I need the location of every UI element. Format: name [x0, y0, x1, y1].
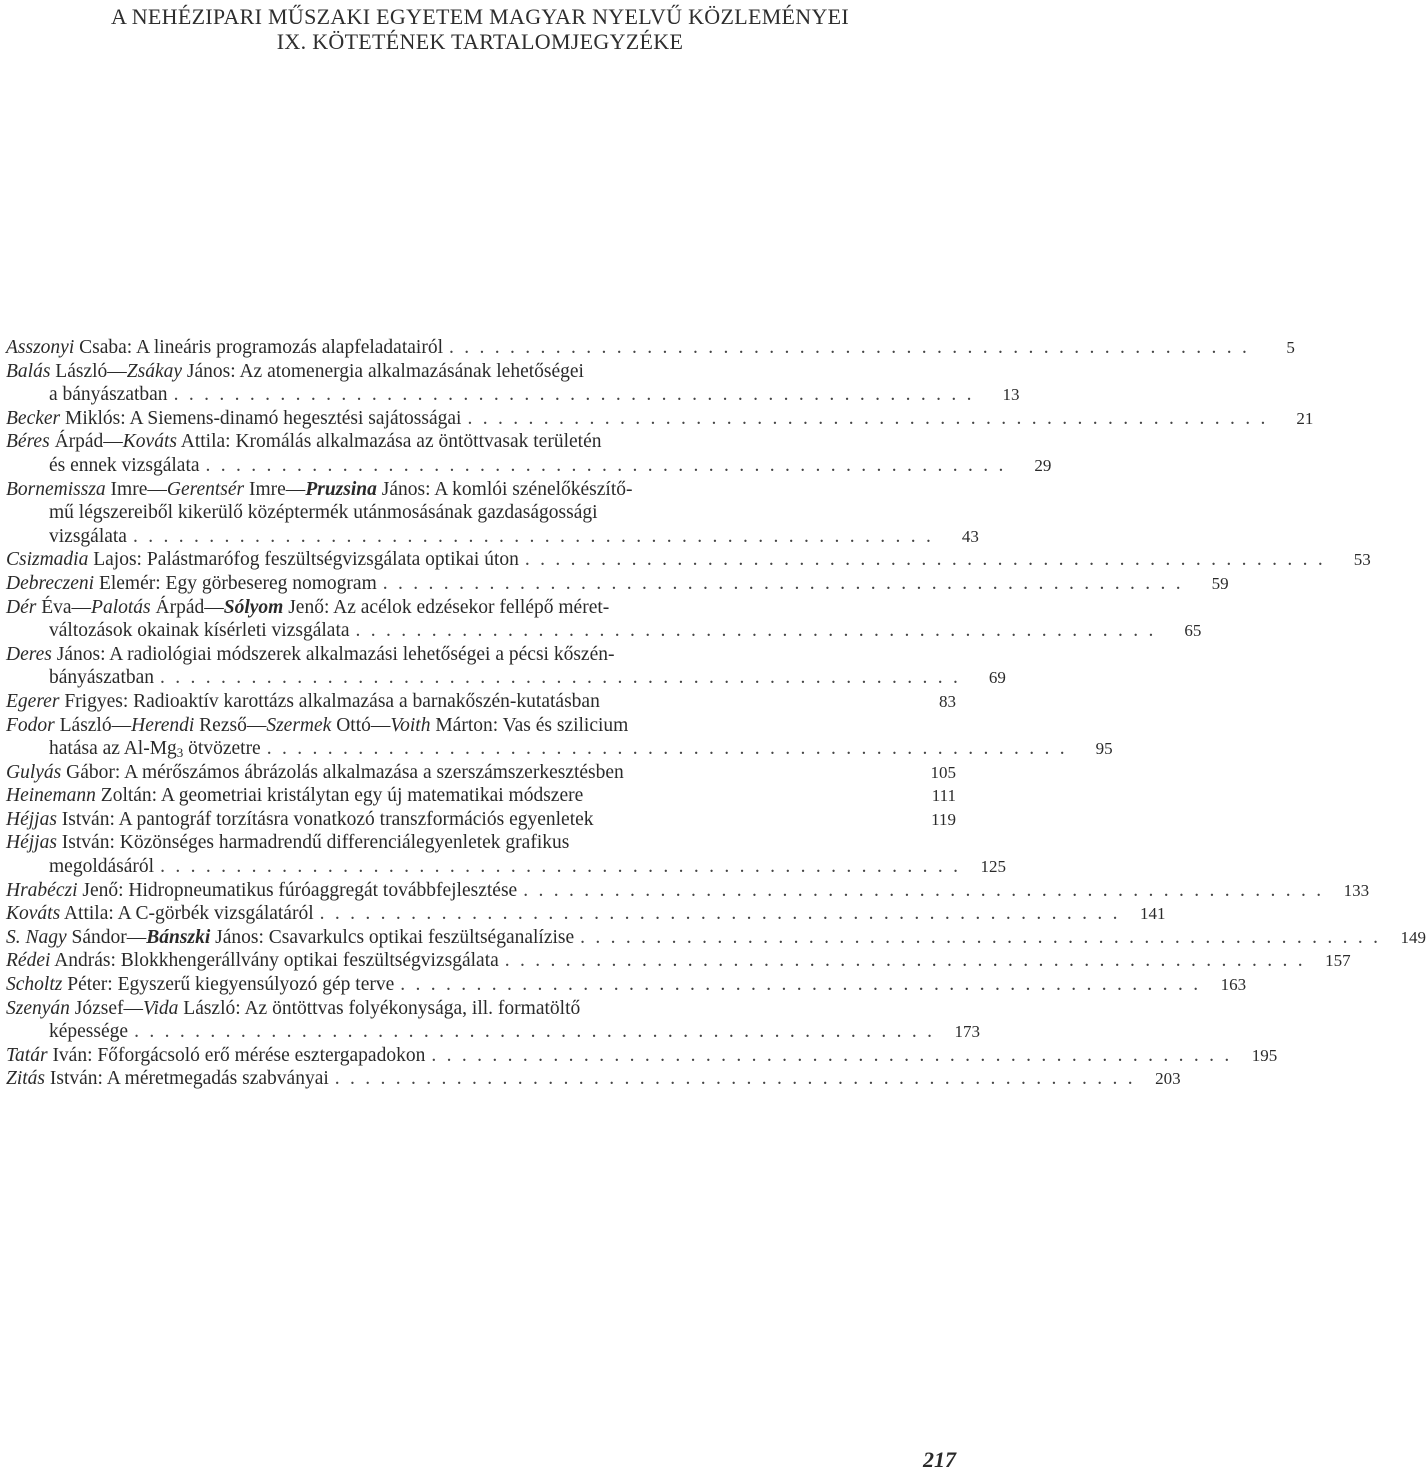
title-text: László— [54, 714, 132, 736]
dot-leader [267, 737, 1065, 761]
author-name: Kováts [122, 431, 177, 453]
author-name: Héjjas [6, 808, 57, 830]
toc-entry-text [6, 596, 609, 620]
title-text: Árpád— [150, 596, 224, 618]
title-text: László— [50, 360, 127, 382]
author-name: Héjjas [6, 832, 57, 854]
toc-entry [6, 407, 1314, 431]
author-name: Vida [143, 997, 179, 1019]
toc-entry-text [6, 831, 569, 855]
toc-page-number: 65 [1184, 621, 1202, 641]
author-name: Rédei [6, 950, 51, 972]
toc-page-number: 133 [1343, 880, 1370, 900]
author-name: Herendi [131, 714, 195, 736]
toc-entry-text [6, 478, 633, 502]
title-text: Elemér: Egy görbesereg nomogram [94, 572, 377, 594]
author-name: Debreczeni [6, 572, 95, 594]
toc-entry-text [6, 548, 519, 572]
toc-entry [6, 478, 979, 549]
toc-entry [6, 949, 1351, 973]
toc-page-number: 5 [1286, 338, 1295, 357]
dot-leader [134, 1020, 932, 1044]
title-text: Miklós: A Siemens-dinamó hegesztési sajátosságai [60, 407, 462, 429]
author-name: Pruzsina [305, 478, 377, 500]
toc-page-number: 95 [1095, 739, 1113, 759]
dot-leader [523, 879, 1321, 903]
title-text: mű légszereiből kikerülő középtermék utánmosásának gazdaságossági [49, 502, 598, 524]
toc-page-number: 149 [1400, 927, 1426, 947]
toc-entry-continuation [6, 525, 979, 549]
title-text: bányászatban [49, 667, 155, 689]
toc-entry-line [6, 784, 956, 808]
toc-entry-continuation [6, 619, 1202, 643]
dot-leader [206, 454, 1004, 478]
toc-page-number: 157 [1325, 951, 1351, 971]
title-text: Jenő: Hidropneumatikus fúróaggregát továbbfejlesztése [77, 879, 518, 901]
toc-entry-continuation [6, 737, 1113, 761]
author-name: Sólyom [223, 596, 284, 618]
document-heading [0, 4, 960, 54]
title-text: ötvözetre [183, 738, 261, 760]
toc-entry [6, 1067, 1181, 1091]
toc-page-number: 125 [980, 857, 1006, 877]
toc-page-number: 105 [930, 762, 956, 782]
toc-entry-line [6, 808, 956, 832]
title-text: és ennek vizsgálata [49, 454, 200, 476]
dot-leader [320, 902, 1118, 926]
toc-entry-line [6, 1044, 1278, 1068]
toc-entry-text [49, 619, 350, 643]
author-name: S. Nagy [6, 926, 67, 948]
title-text: Rezső— [194, 714, 267, 736]
page-number: 217 [923, 1447, 956, 1472]
toc-entry-line [6, 926, 1426, 950]
author-name: Bornemissza [6, 478, 106, 500]
author-name: Béres [6, 431, 50, 453]
title-text: Jenő: Az acélok edzésekor fellépő méret- [283, 596, 610, 618]
toc-entry [6, 572, 1229, 596]
toc-entry-text [49, 1020, 128, 1044]
author-name: Zsákay [126, 360, 183, 382]
toc-entry [6, 690, 956, 714]
toc-entry-line [6, 902, 1166, 926]
author-name: Voith [390, 714, 431, 736]
author-name: Fodor [6, 714, 55, 736]
toc-entry-line [6, 430, 956, 454]
dot-leader [580, 926, 1378, 950]
toc-entry-text [6, 879, 517, 903]
title-text: Lajos: Palástmarófog feszültségvizsgálata optikai úton [88, 549, 519, 571]
title-text: András: Blokkhengerállvány optikai feszültségvizsgálata [50, 950, 499, 972]
author-name: Palotás [91, 596, 151, 618]
dot-leader [133, 525, 931, 549]
toc-entry-line [6, 761, 956, 785]
author-name: Dér [6, 596, 37, 618]
title-text: István: Közönséges harmadrendű differenciálegyenletek grafikus [56, 832, 570, 854]
toc-page-number: 203 [1155, 1069, 1181, 1089]
toc-entry-text [6, 949, 499, 973]
toc-entry [6, 643, 1006, 690]
toc-entry [6, 548, 1371, 572]
toc-entry-text [6, 430, 601, 454]
author-name: Deres [6, 643, 52, 665]
author-name: Scholtz [6, 974, 63, 996]
toc-entry-text [6, 761, 624, 785]
title-text: Sándor— [66, 926, 147, 948]
toc-page-number: 141 [1140, 904, 1166, 924]
toc-entry-continuation [6, 1020, 980, 1044]
title-text: János: Csavarkulcs optikai feszültséganalízise [210, 926, 575, 948]
author-name: Szermek [266, 714, 332, 736]
toc-entry-text [6, 1067, 329, 1091]
toc-page-number: 21 [1296, 408, 1314, 428]
author-name: Bánszki [146, 926, 211, 948]
dot-leader [335, 1067, 1133, 1091]
title-text: vizsgálata [49, 525, 127, 547]
title-text: képessége [49, 1021, 129, 1043]
title-text: Ottó— [331, 714, 391, 736]
subscript: 3 [176, 745, 184, 761]
toc-page-number: 163 [1220, 975, 1247, 995]
title-text: Márton: Vas és szilicium [430, 714, 629, 736]
toc-entry-text [6, 973, 394, 997]
toc-entry-text [6, 1044, 425, 1068]
title-text: a bányászatban [49, 384, 168, 406]
title-text: János: Az atomenergia alkalmazásának lehetőségei [182, 360, 584, 382]
toc-entry-text [6, 690, 600, 714]
title-text: hatása az Al-Mg [49, 738, 177, 760]
dot-leader [525, 548, 1323, 572]
title-text: Gábor: A mérőszámos ábrázolás alkalmazása a szerszámszerkesztésben [61, 761, 624, 783]
toc-entry [6, 808, 956, 832]
title-text: változások okainak kísérleti vizsgálata [49, 620, 350, 642]
title-text: István: A pantográf torzításra vonatkozó transzformációs egyenletek [56, 808, 594, 830]
toc-page-number: 83 [939, 691, 956, 711]
toc-entry-continuation [6, 454, 1052, 478]
dot-leader [160, 666, 958, 690]
author-name: Zitás [6, 1068, 46, 1090]
toc-page-number: 173 [954, 1022, 980, 1042]
toc-entry [6, 926, 1426, 950]
toc-entry [6, 997, 980, 1044]
dot-leader [431, 1044, 1229, 1068]
toc-entry-line [6, 714, 956, 738]
heading-line-2: IX. KÖTETÉNEK TARTALOMJEGYZÉKE [276, 29, 684, 54]
dot-leader [505, 949, 1303, 973]
toc-entry [6, 336, 1295, 360]
author-name: Becker [6, 407, 61, 429]
toc-entry-text [6, 360, 584, 384]
author-name: Kováts [6, 903, 61, 925]
toc-entry-line [6, 1067, 1181, 1091]
toc-entry-text [6, 714, 628, 738]
toc-entry-line [6, 596, 956, 620]
author-name: Csizmadia [6, 549, 89, 571]
toc-entry-text [6, 643, 614, 667]
title-text: Csaba: A lineáris programozás alapfeladatairól [74, 337, 443, 358]
title-text: Iván: Főforgácsoló erő mérése esztergapadokon [47, 1044, 426, 1066]
title-text: Imre— [105, 478, 167, 500]
toc-page-number: 195 [1251, 1045, 1278, 1065]
dot-leader [400, 973, 1198, 997]
dot-leader [160, 855, 958, 879]
author-name: Heinemann [6, 785, 96, 807]
title-text: István: A méretmegadás szabványai [45, 1068, 329, 1090]
toc-entry-line [6, 336, 1295, 360]
author-name: Hrabéczi [6, 879, 78, 901]
toc-entry-text [6, 336, 443, 360]
toc-entry [6, 596, 1202, 643]
toc-entry-text [49, 666, 154, 690]
title-text: László: Az öntöttvas folyékonysága, ill. formatöltő [178, 997, 581, 1019]
title-text: Attila: Kromálás alkalmazása az öntöttvasak területén [176, 431, 602, 453]
toc-entry-text [49, 525, 127, 549]
toc-page-number: 13 [1002, 385, 1020, 405]
toc-entry [6, 430, 1052, 477]
toc-entry-line [6, 478, 956, 502]
author-name: Egerer [6, 690, 60, 712]
title-text: János: A radiológiai módszerek alkalmazási lehetőségei a pécsi kőszén- [51, 643, 615, 665]
toc-entry-line [6, 879, 1370, 903]
toc-entry-text [49, 383, 168, 407]
toc-entry-continuation [6, 855, 1006, 879]
toc-entry-line [6, 690, 956, 714]
toc-entry-text [6, 926, 574, 950]
title-text: Péter: Egyszerű kiegyensúlyozó gép terve [62, 974, 395, 996]
table-of-contents [6, 336, 1426, 1091]
toc-entry-text [6, 572, 377, 596]
toc-entry [6, 784, 956, 808]
dot-leader [449, 336, 1247, 360]
toc-entry-continuation [6, 666, 1006, 690]
author-name: Gulyás [6, 761, 62, 783]
toc-entry-line [6, 831, 956, 855]
title-text: Éva— [36, 596, 92, 618]
toc-entry [6, 714, 1113, 761]
toc-entry-text [49, 855, 154, 879]
title-text: megoldásáról [49, 856, 155, 878]
author-name: Balás [6, 360, 51, 382]
toc-page-number: 59 [1211, 573, 1229, 593]
title-text: Attila: A C-görbék vizsgálatáról [60, 903, 314, 925]
author-name: Tatár [6, 1044, 48, 1066]
toc-entry-text [49, 454, 200, 478]
author-name: Szenyán [6, 997, 70, 1019]
toc-entry-line [6, 973, 1247, 997]
toc-entry-text [6, 997, 580, 1021]
toc-entry [6, 831, 1006, 878]
dot-leader [467, 407, 1265, 431]
toc-entry-text [6, 407, 461, 431]
toc-entry-line [6, 548, 1371, 572]
toc-entry-line [6, 407, 1314, 431]
title-text: Árpád— [49, 431, 123, 453]
dot-leader [174, 383, 972, 407]
toc-entry-continuation [6, 501, 956, 525]
toc-entry-line [6, 997, 956, 1021]
toc-entry-text [6, 784, 583, 808]
title-text: Frigyes: Radioaktív karottázs alkalmazása a barnakőszén-kutatásban [59, 690, 600, 712]
heading-line-1: A NEHÉZIPARI MŰSZAKI EGYETEM MAGYAR NYELVŰ KÖZLEMÉNYEI [110, 4, 850, 29]
toc-page-number: 53 [1353, 550, 1371, 570]
toc-entry-continuation [6, 383, 1020, 407]
toc-page-number: 69 [988, 668, 1006, 688]
toc-entry-line [6, 360, 956, 384]
toc-entry-line [6, 643, 956, 667]
toc-entry-text [49, 737, 261, 761]
toc-entry-text [6, 902, 314, 926]
toc-entry-text [49, 501, 598, 525]
toc-entry [6, 902, 1166, 926]
toc-page-number: 111 [931, 786, 956, 806]
author-name: Gerentsér [166, 478, 245, 500]
dot-leader [383, 572, 1181, 596]
toc-entry [6, 1044, 1278, 1068]
toc-entry [6, 879, 1370, 903]
toc-entry [6, 761, 956, 785]
toc-entry [6, 360, 1020, 407]
toc-page-number: 119 [931, 809, 956, 829]
toc-page-number: 43 [961, 526, 979, 546]
toc-entry-line [6, 572, 1229, 596]
toc-entry [6, 973, 1247, 997]
title-text: János: A komlói szénelőkészítő- [376, 478, 633, 500]
title-text: Zoltán: A geometriai kristálytan egy új matematikai módszere [95, 785, 584, 807]
author-name: Asszonyi [6, 337, 75, 358]
title-text: Imre— [244, 478, 306, 500]
toc-page-number: 29 [1034, 455, 1052, 475]
toc-entry-text [6, 808, 594, 832]
dot-leader [356, 619, 1154, 643]
title-text: József— [69, 997, 144, 1019]
toc-entry-line [6, 949, 1351, 973]
